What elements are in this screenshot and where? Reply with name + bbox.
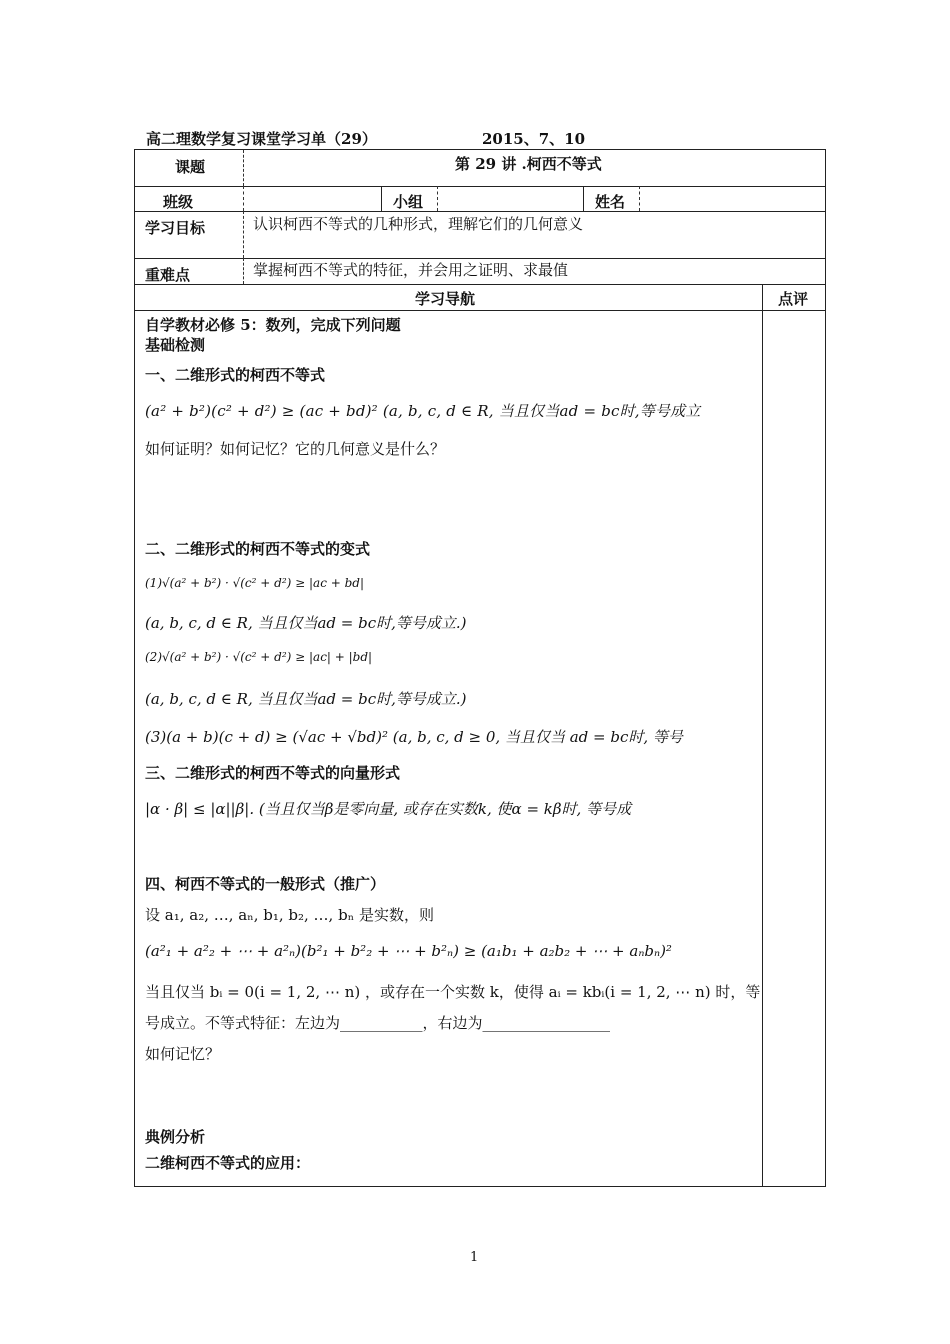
- topic-value: 第 29 讲 .柯西不等式: [455, 155, 602, 173]
- worksheet-header: [146, 128, 586, 149]
- worksheet-title: 高二理数学复习课堂学习单（29）: [146, 130, 377, 148]
- key-row: [135, 258, 825, 285]
- comment-label: 点评: [778, 290, 809, 308]
- section2-formula-2: (2)√(a² + b²) · √(c² + d²) ≥ |ac| + |bd|: [145, 650, 373, 664]
- section4-question: 如何记忆？: [145, 1045, 221, 1063]
- divider: [243, 150, 244, 186]
- goal-label: 学习目标: [145, 219, 206, 237]
- content-area: [135, 310, 762, 1186]
- section2-title: 二、二维形式的柯西不等式的变式: [145, 540, 371, 558]
- comment-column-divider: [762, 310, 763, 1186]
- intro-text: 自学教材必修 5：数列，完成下列问题: [145, 316, 401, 334]
- divider: [243, 186, 244, 211]
- example-subtitle: 二维柯西不等式的应用：: [145, 1154, 311, 1172]
- section2-formula-3: (3)(a + b)(c + d) ≥ (√ac + √bd)² (a, b, c, d ≥ 0, 当且仅当 ad = bc时, 等号: [145, 728, 683, 746]
- topic-label: 课题: [175, 158, 206, 176]
- key-value: 掌握柯西不等式的特征，并会用之证明、求最值: [253, 261, 569, 279]
- section2-condition-2: (a, b, c, d ∈ R, 当且仅当ad = bc时,等号成立.): [145, 690, 467, 708]
- nav-header-row: [135, 284, 825, 311]
- example-title: 典例分析: [145, 1128, 206, 1146]
- name-label: 姓名: [595, 193, 626, 211]
- section1-formula: (a² + b²)(c² + d²) ≥ (ac + bd)² (a, b, c, d ∈ R, 当且仅当ad = bc时,等号成立: [145, 402, 701, 420]
- nav-label: 学习导航: [415, 290, 476, 308]
- divider: [583, 186, 584, 211]
- section3-title: 三、二维形式的柯西不等式的向量形式: [145, 764, 401, 782]
- class-label: 班级: [163, 193, 194, 211]
- section4-condition-2: 号成立。不等式特征：左边为___________，右边为_________________: [145, 1014, 611, 1032]
- basic-heading: 基础检测: [145, 336, 206, 354]
- page-number: 1: [470, 1250, 479, 1265]
- section4-condition-1: 当且仅当 bᵢ = 0(i = 1, 2, ⋯ n) ，或存在一个实数 k，使得 aᵢ = kbᵢ(i = 1, 2, ⋯ n) 时，等: [145, 983, 761, 1001]
- class-row: [135, 186, 825, 212]
- divider: [243, 211, 244, 258]
- topic-row: [135, 150, 825, 187]
- group-label: 小组: [393, 193, 424, 211]
- divider: [639, 186, 640, 211]
- divider: [762, 284, 763, 310]
- section1-question: 如何证明？如何记忆？它的几何意义是什么？: [145, 440, 446, 458]
- divider: [381, 186, 382, 211]
- worksheet-date: 2015、7、10: [482, 130, 586, 148]
- divider: [437, 186, 438, 211]
- goal-row: [135, 211, 825, 259]
- worksheet-table: [134, 149, 826, 1187]
- section4-formula: (a²₁ + a²₂ + ⋯ + a²ₙ)(b²₁ + b²₂ + ⋯ + b²ₙ) ≥ (a₁b₁ + a₂b₂ + ⋯ + aₙbₙ)²: [145, 942, 672, 960]
- section3-formula: |α · β| ≤ |α||β|. (当且仅当β是零向量, 或存在实数k, 使α = kβ时, 等号成: [145, 800, 632, 818]
- goal-value: 认识柯西不等式的几种形式，理解它们的几何意义: [253, 215, 584, 233]
- section4-title: 四、柯西不等式的一般形式（推广）: [145, 875, 386, 893]
- section1-title: 一、二维形式的柯西不等式: [145, 366, 326, 384]
- key-label: 重难点: [145, 266, 191, 284]
- section2-condition-1: (a, b, c, d ∈ R, 当且仅当ad = bc时,等号成立.): [145, 614, 467, 632]
- section4-let: 设 a₁, a₂, …, aₙ, b₁, b₂, …, bₙ 是实数，则: [145, 906, 434, 924]
- section2-formula-1: (1)√(a² + b²) · √(c² + d²) ≥ |ac + bd|: [145, 576, 364, 590]
- divider: [243, 258, 244, 284]
